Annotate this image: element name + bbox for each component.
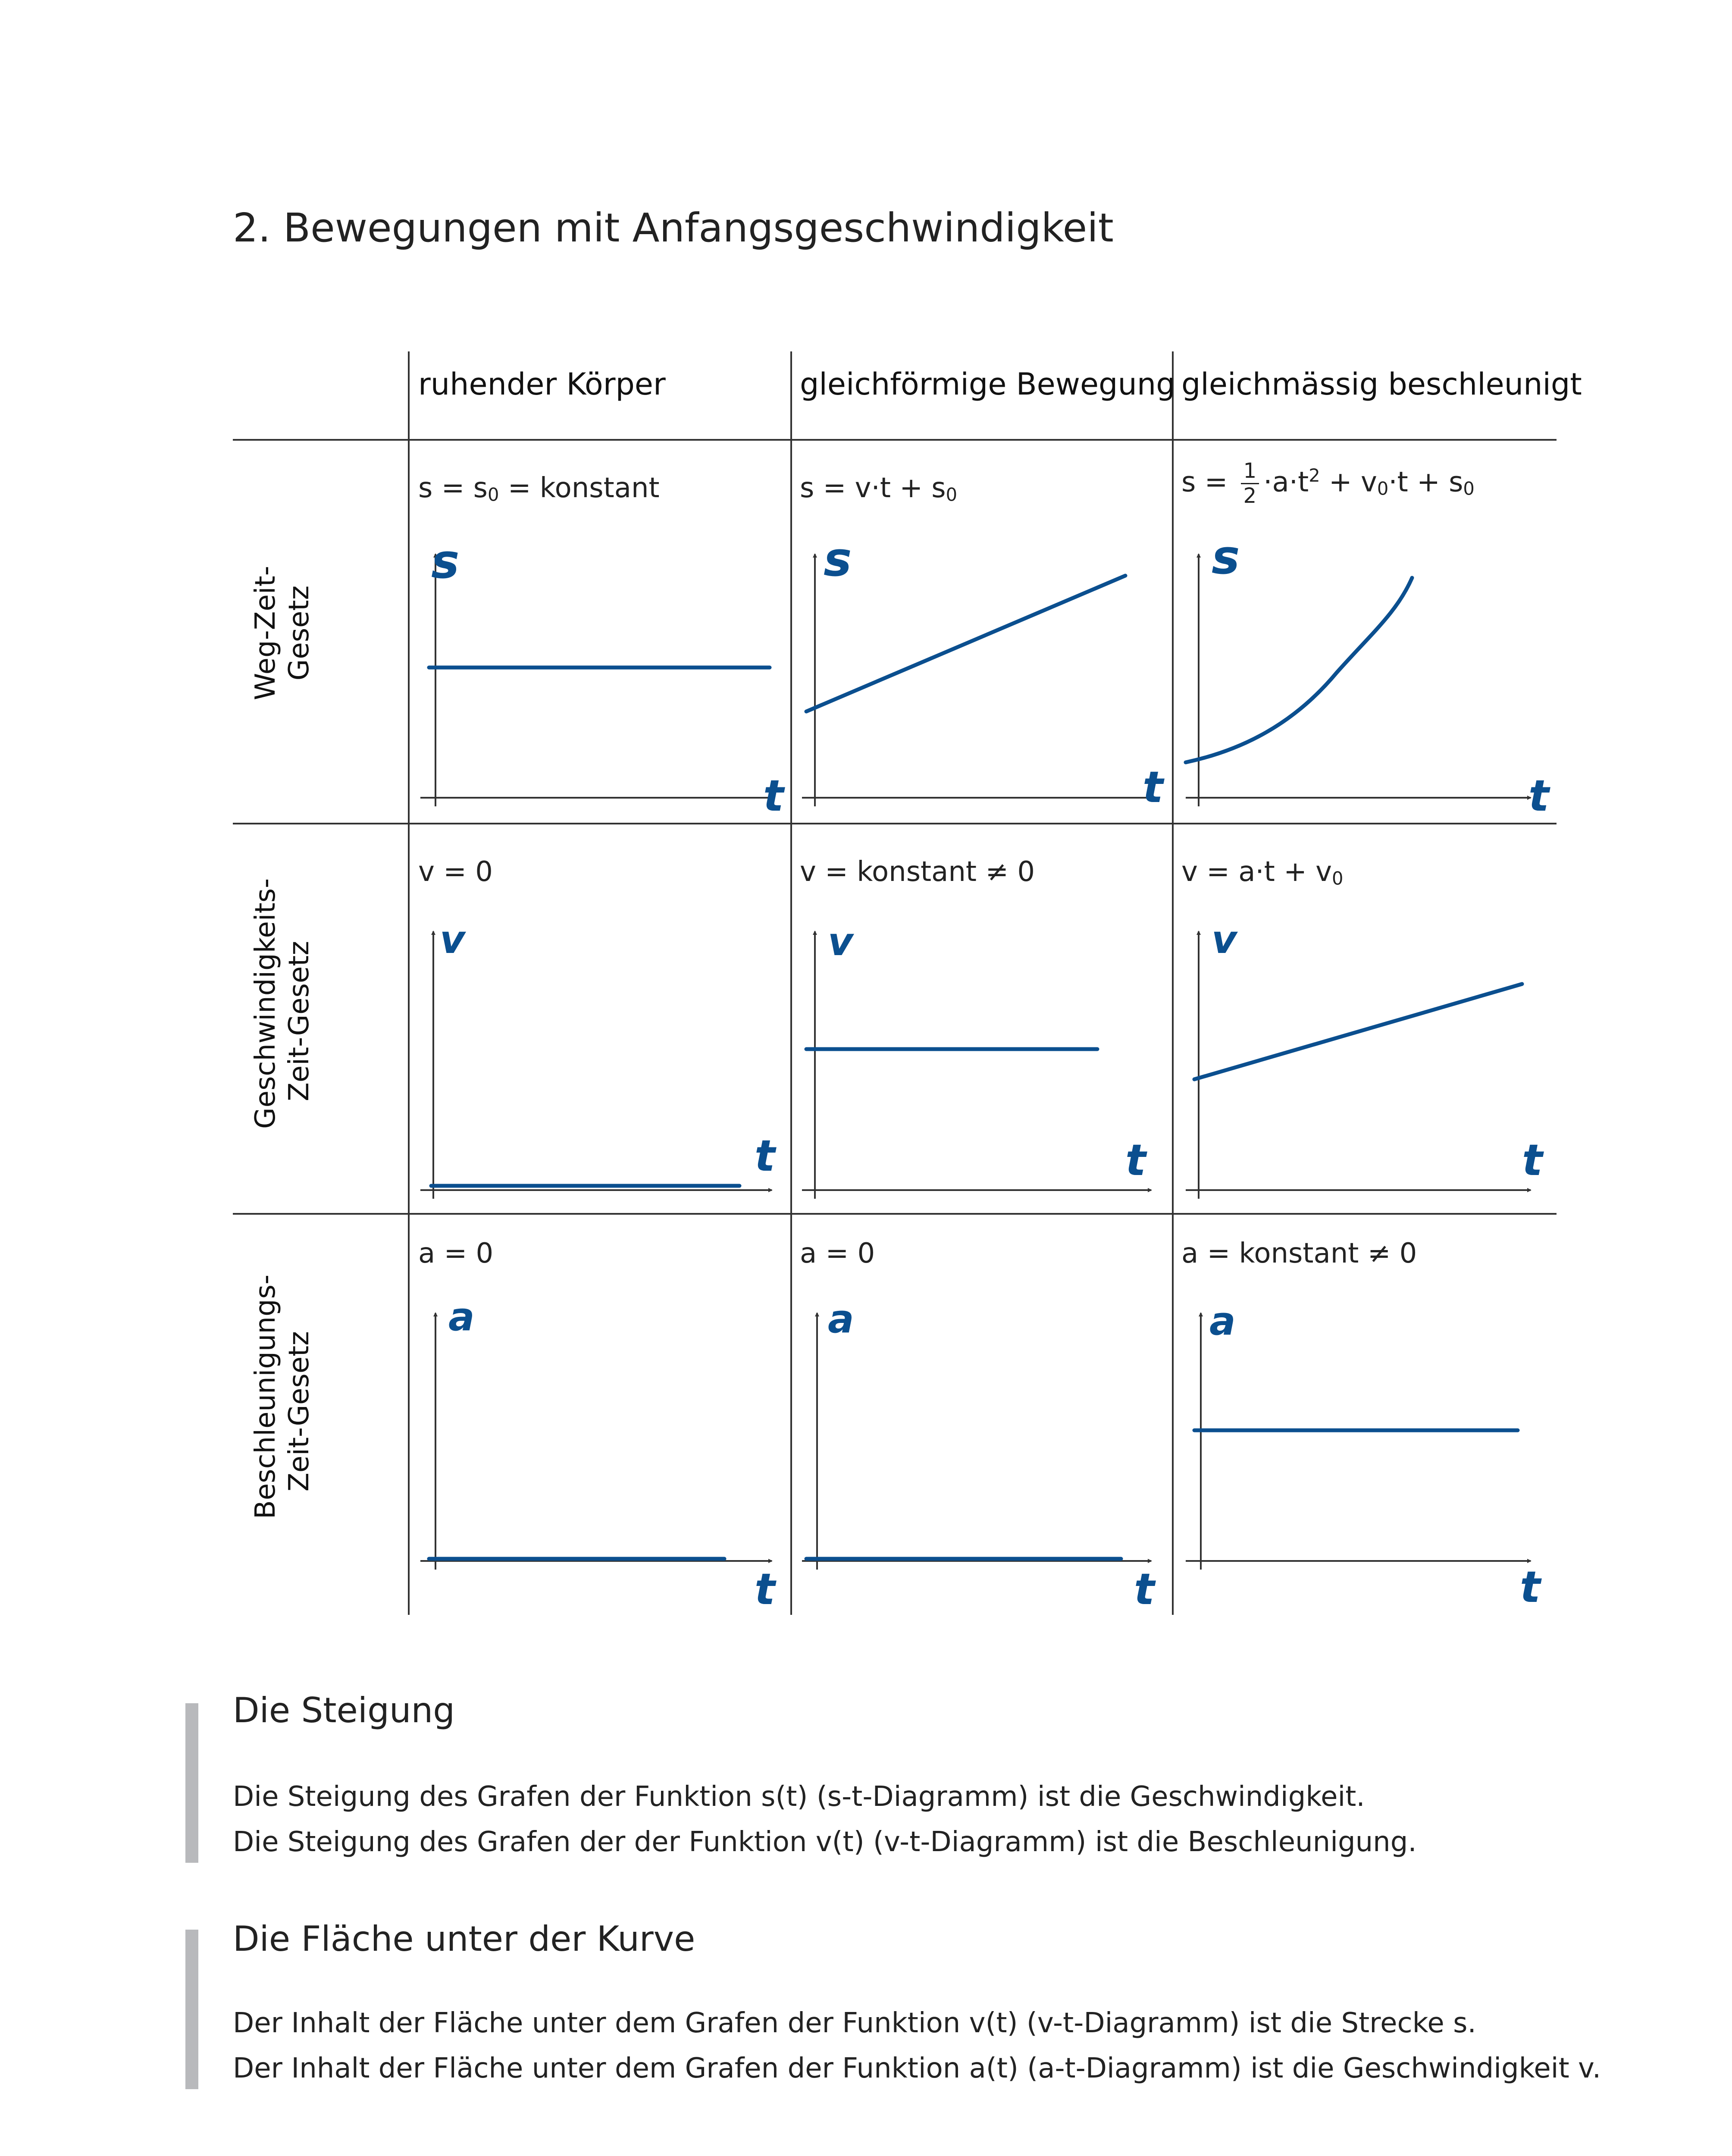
graph-r1c3-parabola-s xyxy=(1186,578,1412,762)
axis-letter-s: s xyxy=(1212,530,1240,585)
formula-r3c1: a = 0 xyxy=(418,1238,494,1269)
axes-r3c3 xyxy=(1186,1313,1531,1570)
axis-letter-a: a xyxy=(448,1294,475,1340)
formula-r2c2: v = konstant ≠ 0 xyxy=(800,856,1035,888)
graph-r1c2-linear-s xyxy=(806,576,1125,711)
axis-letter-t: t xyxy=(1143,762,1163,812)
axes-r3c1 xyxy=(420,1313,772,1570)
graph-r2c3-linear-v xyxy=(1194,984,1522,1079)
axes-r1c3 xyxy=(1186,554,1531,806)
row-label-line: Zeit-Gesetz xyxy=(283,1331,315,1492)
axis-letter-t: t xyxy=(1125,1135,1146,1185)
axes-r3c2 xyxy=(802,1313,1151,1570)
row-label-line: Weg-Zeit- xyxy=(250,566,282,700)
axes-r2c1 xyxy=(420,931,772,1199)
column-header-resting: ruhender Körper xyxy=(418,367,666,402)
formula-r2c3: $v = a\cdot t + v_0$ xyxy=(1181,856,1344,889)
axis-letter-v: v xyxy=(828,919,853,965)
row-label-line: Zeit-Gesetz xyxy=(283,941,315,1101)
axes-r2c2 xyxy=(802,931,1151,1199)
axis-letter-t: t xyxy=(763,771,784,821)
axes-r1c1 xyxy=(420,554,772,806)
row-label-geschwindigkeit-zeit xyxy=(249,878,316,1129)
row-label-beschleunigung-zeit xyxy=(249,1274,316,1519)
axes-r1c2 xyxy=(802,554,1151,806)
column-header-uniform: gleichförmige Bewegung xyxy=(800,367,1175,402)
section-heading-flaeche: Die Fläche unter der Kurve xyxy=(233,1919,695,1959)
axis-letter-a: a xyxy=(828,1297,854,1342)
axis-letter-s: s xyxy=(824,532,852,587)
formula-r1c1: $s = s_0$ = konstant xyxy=(418,472,660,505)
section-sidebar-bar xyxy=(185,1930,198,2089)
axis-letter-t: t xyxy=(1134,1564,1155,1614)
formula-r3c3: a = konstant ≠ 0 xyxy=(1181,1238,1417,1269)
axis-letter-v: v xyxy=(1212,917,1237,962)
axis-letter-s: s xyxy=(431,534,460,589)
row-label-line: Geschwindigkeits- xyxy=(250,878,282,1129)
row-label-line: Beschleunigungs- xyxy=(250,1274,282,1519)
section-text: Der Inhalt der Fläche unter dem Grafen der Funktion v(t) (v-t-Diagramm) ist die Strecke s. xyxy=(233,2007,1476,2039)
axis-letter-t: t xyxy=(755,1564,775,1614)
row-label-weg-zeit xyxy=(249,547,316,719)
formula-r2c1: v = 0 xyxy=(418,856,493,888)
axis-letter-a: a xyxy=(1209,1299,1236,1344)
row-label-line: Gesetz xyxy=(283,585,315,681)
section-sidebar-bar xyxy=(185,1703,198,1863)
formula-r3c2: a = 0 xyxy=(800,1238,875,1269)
axis-letter-t: t xyxy=(1522,1135,1543,1185)
formula-r1c2: $s = v\cdot t + s_0$ xyxy=(800,472,958,505)
section-heading-steigung: Die Steigung xyxy=(233,1690,455,1730)
axis-letter-t: t xyxy=(1520,1562,1541,1612)
section-text: Der Inhalt der Fläche unter dem Grafen der Funktion a(t) (a-t-Diagramm) ist die Geschwindigkeit v. xyxy=(233,2053,1601,2084)
column-header-accelerated: gleichmässig beschleunigt xyxy=(1181,367,1582,402)
axis-letter-v: v xyxy=(440,917,465,962)
page-title: 2. Bewegungen mit Anfangsgeschwindigkeit xyxy=(233,205,1114,251)
formula-r1c3: s = $\frac{1}{2}$ $\cdot a\cdot t^2 + v_0\cdot t + s_0$ xyxy=(1181,459,1475,508)
axis-letter-t: t xyxy=(755,1131,775,1181)
section-text: Die Steigung des Grafen der Funktion s(t) (s-t-Diagramm) ist die Geschwindigkeit. xyxy=(233,1781,1365,1813)
section-text: Die Steigung des Grafen der der Funktion v(t) (v-t-Diagramm) ist die Beschleunigung. xyxy=(233,1826,1417,1858)
axis-letter-t: t xyxy=(1528,771,1549,821)
